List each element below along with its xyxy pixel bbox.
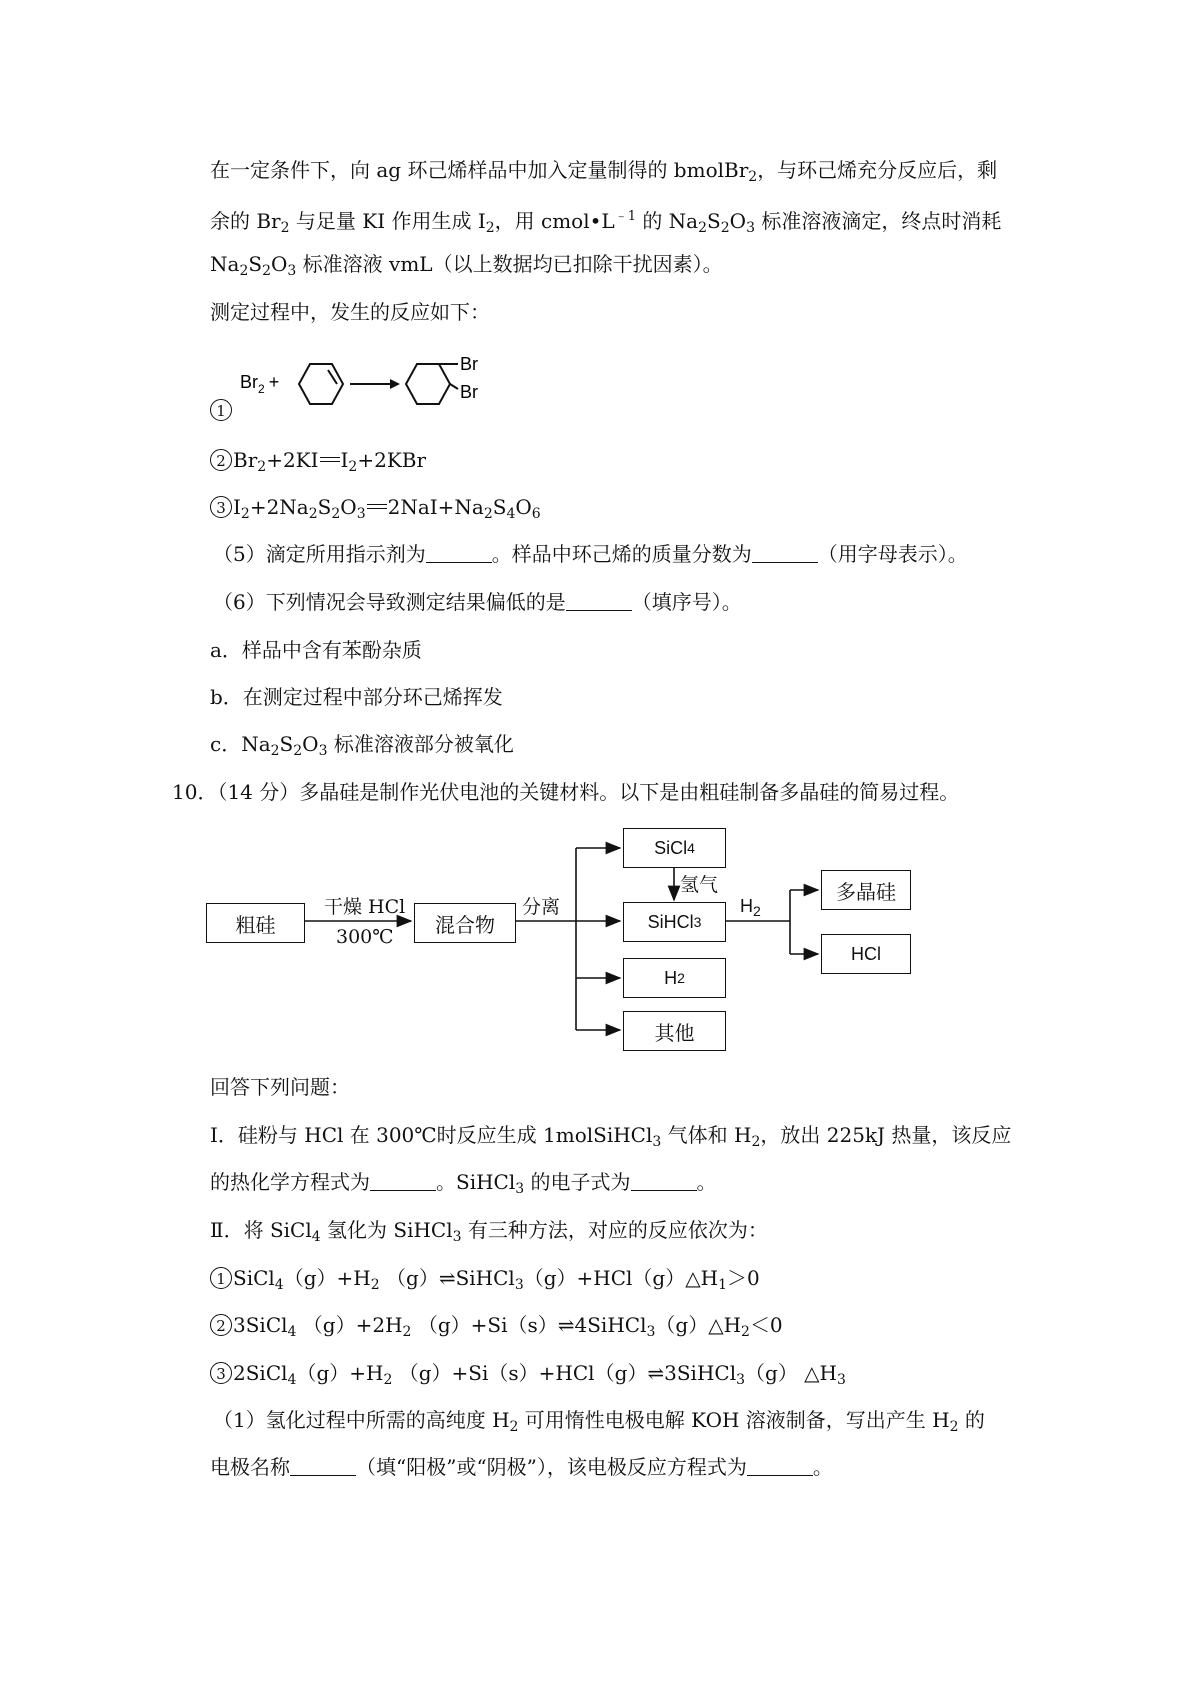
- reagent-label: 干燥 HCl: [324, 896, 406, 918]
- option-b: b．在测定过程中部分环己烯挥发: [210, 685, 503, 709]
- br-top: Br: [460, 354, 478, 374]
- separate-label: 分离: [522, 896, 561, 918]
- equation-2: 2 3SiCl$_4$ $(g)+2H_2$ $(g)+Si(s)\rightleftharpoons 4SiHCl_3(g)\triangle H_2<0$: [210, 1311, 783, 1346]
- option-a: a．样品中含有苯酚杂质: [210, 638, 422, 662]
- option-c: c．$Na_2S_2O_3$ 标准溶液部分被氧化: [210, 732, 514, 759]
- reactant-br2: $Br_2$ +: [240, 372, 280, 396]
- br-bottom: Br: [460, 382, 478, 402]
- temperature-label: 300℃: [336, 926, 394, 948]
- other-box: 其他: [623, 1011, 726, 1051]
- h2-box: H 2: [623, 958, 726, 998]
- sicl4-box: SiCl 4: [623, 828, 726, 868]
- part-2-intro: Ⅱ．将 SiCl$_4$ 氢化为 SiHCl$_3$ 有三种方法，对应的反应依次为：: [210, 1218, 768, 1245]
- part-1-line2: 的热化学方程式为 。SiHCl$_3$ 的电子式为 。: [210, 1170, 717, 1197]
- question-1-line2: 电极名称 （填“阳极”或“阴极”），该电极反应方程式为 。: [210, 1455, 833, 1479]
- reaction2: 2 $Br_2+2KI$ $I_2+2KBr$: [210, 446, 426, 481]
- para1-line2: 余的 $Br_2$ 与足量 KI 作用生成 $I_2$，用 $cmol•L^{﹣1}$ 的 $Na_2S_2O_3$ 标准溶液滴定，终点时消耗: [210, 209, 1002, 236]
- mixture-box: 混合物: [414, 903, 516, 943]
- equation-1: 1 $SiCl_4(g)+H_2$ $(g)\rightleftharpoons SiHCl_3(g)+HCl(g)\triangle H_1>0$: [210, 1264, 760, 1299]
- part-1-line1: Ⅰ．硅粉与 HCl 在 300℃时反应生成 1molSiHCl$_3$ 气体和 $H_2$，放出 225kJ 热量，该反应: [210, 1123, 1012, 1150]
- reaction1-structure: [210, 346, 510, 426]
- answer-intro: 回答下列问题：: [210, 1075, 350, 1099]
- equation-3: 3 $2SiCl_4(g)+H_2$ （g）+Si（s）+HCl（g）⇌3SiHCl$_3$（g） $\triangle H_3$: [210, 1359, 846, 1394]
- hcl-box: HCl: [821, 934, 911, 974]
- crude-silicon-box: 粗硅: [206, 903, 305, 943]
- question-6: （6）下列情况会导致测定结果偏低的是 （填序号）。: [213, 590, 742, 614]
- question-1-line1: （1）氢化过程中所需的高纯度 $H_2$ 可用惰性电极电解 KOH 溶液制备，写出产生 $H_2$ 的: [213, 1408, 985, 1435]
- question-10: 10．（14 分）多晶硅是制作光伏电池的关键材料。以下是由粗硅制备多晶硅的简易过程。: [172, 780, 960, 804]
- dibromocyclohexane-ring: [406, 364, 450, 404]
- reaction3: 3 $I_2+2Na_2S_2O_3$ $2NaI+Na_2S_4O_6$: [210, 493, 541, 528]
- flowchart-connectors: [206, 818, 926, 1050]
- reactions-intro: 测定过程中，发生的反应如下：: [210, 300, 490, 324]
- para1-line1: 在一定条件下，向 ag 环己烯样品中加入定量制得的 bmolBr$_2$，与环己烯充分反应后，剩: [210, 158, 998, 185]
- h2-arrow-label: $H_2$: [740, 896, 761, 919]
- para1-line3: $Na_2S_2O_3$ 标准溶液 vmL（以上数据均已扣除干扰因素）。: [210, 252, 723, 279]
- polysilicon-box: 多晶硅: [821, 870, 911, 910]
- sihcl3-box: SiHCl 3: [623, 902, 726, 942]
- hydrogen-label: 氢气: [680, 874, 719, 896]
- arrow-head: [390, 379, 400, 389]
- reaction1-number: 1: [210, 396, 233, 424]
- flowchart: [206, 818, 926, 1050]
- question-5: （5）滴定所用指示剂为 。样品中环己烯的质量分数为 （用字母表示）。: [213, 542, 968, 566]
